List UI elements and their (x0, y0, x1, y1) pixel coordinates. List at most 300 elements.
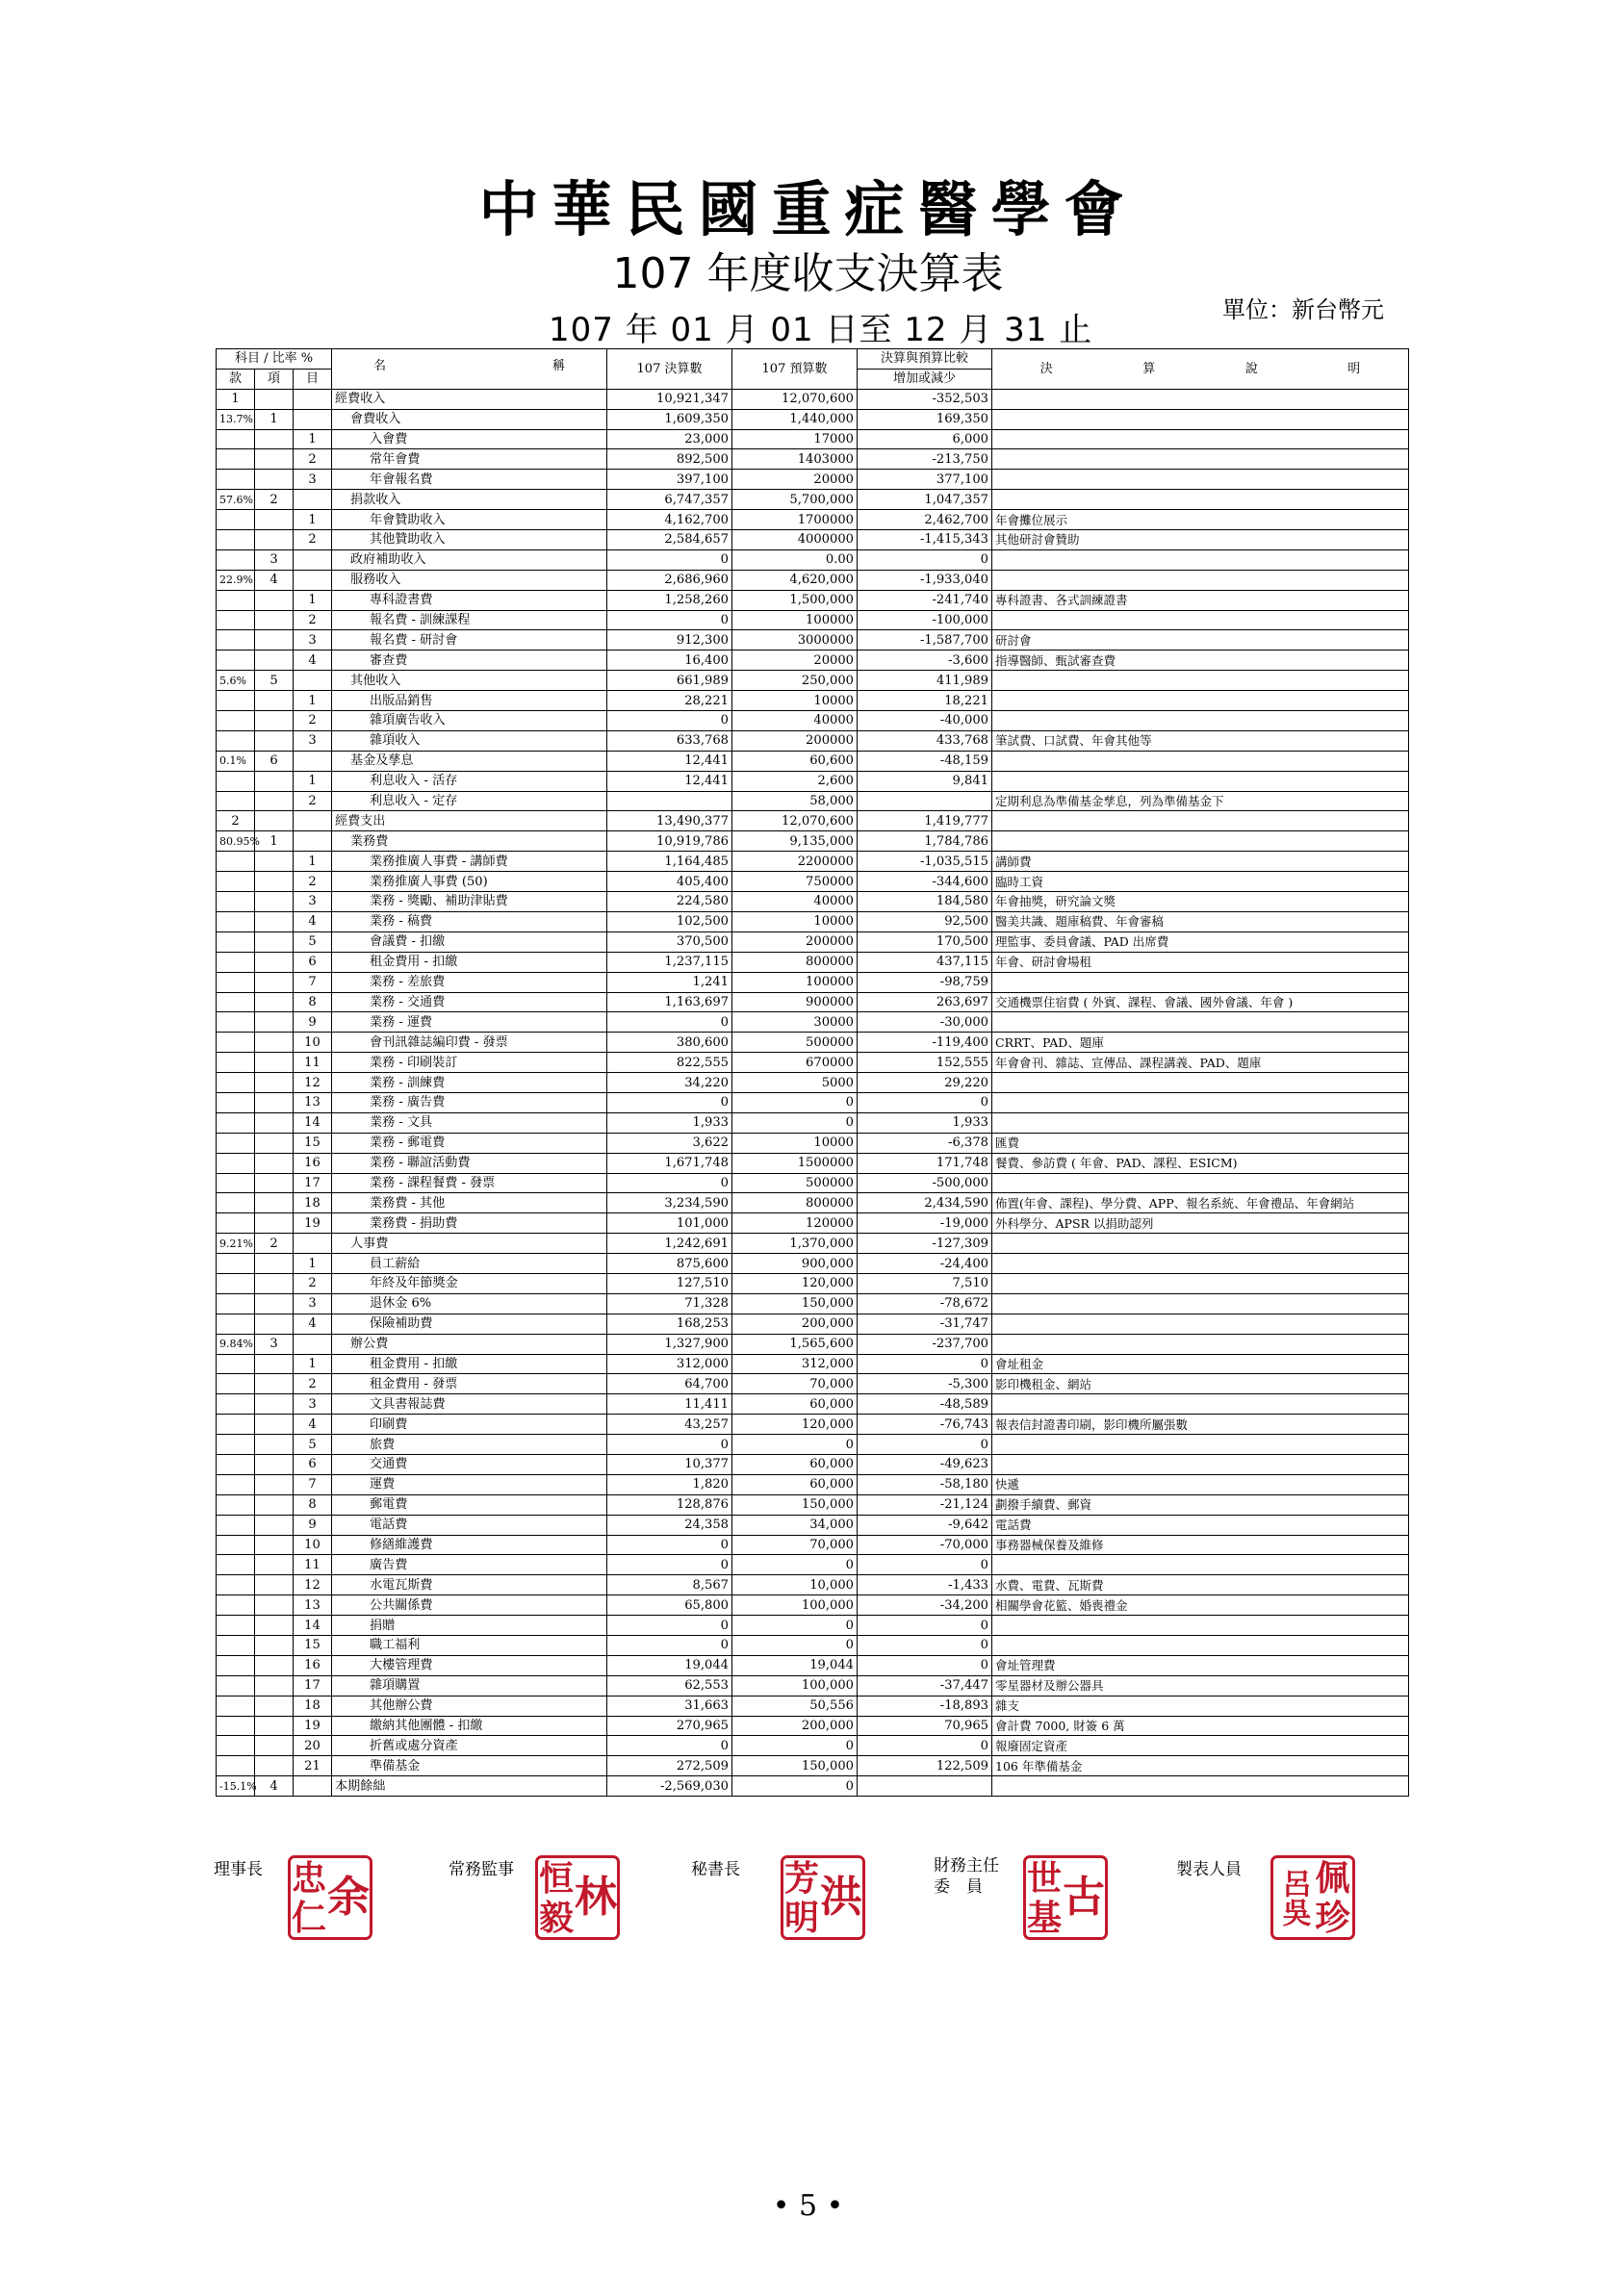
header-mu: 目 (294, 369, 332, 389)
table-row (217, 1655, 1409, 1675)
budget-amount-cell: 1,500,000 (732, 590, 858, 610)
kuan-cell (217, 1193, 255, 1213)
kuan-cell (217, 671, 255, 691)
item-name: 會刊訊雜誌編印費 - 發票 (370, 1034, 508, 1050)
difference-cell: 433,768 (858, 730, 992, 751)
kuan-cell (217, 1234, 255, 1254)
budget-amount-cell: 4,620,000 (732, 570, 858, 590)
xiang-cell (255, 510, 294, 530)
kuan-cell (217, 1354, 255, 1374)
budget-amount-cell: 4000000 (732, 530, 858, 550)
mu-cell: 21 (294, 1756, 332, 1776)
actual-amount-cell: 0 (607, 610, 732, 630)
mu-cell: 3 (294, 630, 332, 651)
item-name: 折舊或處分資產 (370, 1738, 458, 1753)
mu-cell: 8 (294, 992, 332, 1012)
actual-amount-cell (607, 791, 732, 811)
difference-cell: -119,400 (858, 1033, 992, 1053)
item-name: 經費支出 (335, 813, 386, 829)
kuan-cell: 1 (217, 389, 255, 409)
difference-cell: -1,433 (858, 1575, 992, 1595)
difference-cell: 1,047,357 (858, 490, 992, 510)
actual-amount-cell: 19,044 (607, 1655, 732, 1675)
kuan-cell (217, 449, 255, 470)
item-name-cell (332, 1213, 607, 1234)
difference-cell: 1,784,786 (858, 831, 992, 852)
difference-cell: 184,580 (858, 892, 992, 912)
budget-amount-cell: 0 (732, 1616, 858, 1636)
item-name-cell (332, 1616, 607, 1636)
signature-label: 財務主任委 員 (934, 1856, 999, 1897)
mu-cell (294, 389, 332, 409)
header-note-b: 算 (1142, 361, 1156, 376)
mu-cell: 15 (294, 1636, 332, 1656)
note-cell (992, 1273, 1409, 1293)
item-name-cell (332, 549, 607, 570)
difference-cell: -58,180 (858, 1474, 992, 1494)
difference-cell: -500,000 (858, 1173, 992, 1193)
item-name: 基金及孳息 (350, 753, 414, 769)
difference-cell: -70,000 (858, 1535, 992, 1555)
item-name-cell (332, 751, 607, 771)
actual-amount-cell: 0 (607, 711, 732, 731)
table-row (217, 771, 1409, 791)
item-name: 年會贊助收入 (370, 512, 446, 527)
difference-cell: 7,510 (858, 1273, 992, 1293)
item-name-cell (332, 570, 607, 590)
kuan-cell (217, 892, 255, 912)
header-note (992, 349, 1409, 390)
note-cell: 其他研討會贊助 (992, 530, 1409, 550)
kuan-cell (217, 429, 255, 449)
budget-amount-cell: 1,440,000 (732, 409, 858, 429)
xiang-cell (255, 1293, 294, 1314)
table-row (217, 1193, 1409, 1213)
budget-amount-cell: 0 (732, 1776, 858, 1797)
difference-cell: -21,124 (858, 1494, 992, 1515)
xiang-cell (255, 449, 294, 470)
item-name: 廣告費 (370, 1557, 408, 1572)
mu-cell: 1 (294, 429, 332, 449)
report-title: 107 年度收支決算表 (612, 249, 1004, 298)
actual-amount-cell: 16,400 (607, 651, 732, 671)
ratio-text: 57.6% (219, 493, 253, 506)
xiang-cell (255, 1415, 294, 1435)
kuan-cell (217, 490, 255, 510)
item-name: 業務推廣人事費 - 講師費 (370, 854, 508, 869)
kuan-cell (217, 1073, 255, 1093)
item-name-cell (332, 429, 607, 449)
difference-cell: 70,965 (858, 1716, 992, 1736)
budget-amount-cell: 100,000 (732, 1595, 858, 1616)
item-name-cell (332, 610, 607, 630)
kuan-cell (217, 1092, 255, 1112)
table-row (217, 1494, 1409, 1515)
item-name: 保險補助費 (370, 1316, 433, 1332)
header-note-c: 說 (1244, 361, 1258, 376)
item-name: 業務 - 差旅費 (370, 975, 446, 990)
table-row (217, 1756, 1409, 1776)
note-cell: 年會、研討會場租 (992, 952, 1409, 972)
note-cell: 快遞 (992, 1474, 1409, 1494)
xiang-cell (255, 1655, 294, 1675)
item-name-cell (332, 1354, 607, 1374)
budget-amount-cell: 900000 (732, 992, 858, 1012)
table-row (217, 952, 1409, 972)
item-name: 租金費用 - 發票 (370, 1376, 458, 1391)
item-name: 出版品銷售 (370, 693, 433, 708)
note-cell: 佈置(年會、課程)、學分費、APP、報名系統、年會禮品、年會網站 (992, 1193, 1409, 1213)
actual-amount-cell: 65,800 (607, 1595, 732, 1616)
table-row (217, 1696, 1409, 1716)
actual-amount-cell: 380,600 (607, 1033, 732, 1053)
seal-surname: 古 (1063, 1873, 1105, 1922)
difference-cell: -100,000 (858, 610, 992, 630)
table-row (217, 1555, 1409, 1575)
xiang-cell (255, 1354, 294, 1374)
budget-amount-cell: 0 (732, 1555, 858, 1575)
item-name-cell (332, 449, 607, 470)
signature-seal (1023, 1855, 1108, 1940)
header-diff: 增加或減少 (858, 369, 992, 389)
budget-amount-cell: 312,000 (732, 1354, 858, 1374)
note-cell (992, 389, 1409, 409)
mu-cell: 5 (294, 1435, 332, 1455)
item-name-cell (332, 1273, 607, 1293)
item-name-cell (332, 1073, 607, 1093)
mu-cell: 17 (294, 1173, 332, 1193)
table-row (217, 1273, 1409, 1293)
xiang-cell (255, 1193, 294, 1213)
budget-amount-cell: 12,070,600 (732, 389, 858, 409)
signature-seal (288, 1855, 372, 1940)
note-cell (992, 972, 1409, 992)
ratio-text: 80.95% (219, 834, 260, 848)
table-row (217, 1535, 1409, 1555)
xiang-cell (255, 1474, 294, 1494)
mu-cell: 7 (294, 972, 332, 992)
xiang-cell: 4 (255, 570, 294, 590)
mu-cell: 2 (294, 791, 332, 811)
xiang-cell (255, 791, 294, 811)
mu-cell: 3 (294, 892, 332, 912)
budget-amount-cell: 0 (732, 1736, 858, 1756)
difference-cell: 0 (858, 1354, 992, 1374)
budget-amount-cell: 10000 (732, 1133, 858, 1153)
budget-amount-cell: 100,000 (732, 1675, 858, 1696)
signature-label: 常務監事 (449, 1860, 514, 1879)
item-name-cell (332, 1776, 607, 1797)
budget-amount-cell: 9,135,000 (732, 831, 858, 852)
budget-amount-cell: 500000 (732, 1033, 858, 1053)
mu-cell: 11 (294, 1555, 332, 1575)
budget-amount-cell: 20000 (732, 651, 858, 671)
actual-amount-cell: 0 (607, 1173, 732, 1193)
table-row (217, 1515, 1409, 1535)
item-name-cell (332, 911, 607, 931)
item-name-cell (332, 691, 607, 711)
kuan-cell (217, 1776, 255, 1797)
table-row (217, 1334, 1409, 1354)
item-name: 職工福利 (370, 1638, 421, 1653)
item-name-cell (332, 530, 607, 550)
kuan-cell (217, 1555, 255, 1575)
table-row (217, 1213, 1409, 1234)
actual-amount-cell: 62,553 (607, 1675, 732, 1696)
xiang-cell (255, 852, 294, 872)
item-name-cell (332, 730, 607, 751)
kuan-cell (217, 1293, 255, 1314)
table-row (217, 931, 1409, 952)
kuan-cell (217, 1595, 255, 1616)
mu-cell: 1 (294, 1254, 332, 1274)
table-row (217, 510, 1409, 530)
note-cell (992, 811, 1409, 831)
budget-amount-cell: 40000 (732, 892, 858, 912)
item-name: 業務 - 聯誼活動費 (370, 1156, 471, 1171)
actual-amount-cell: 0 (607, 1012, 732, 1033)
table-row (217, 429, 1409, 449)
item-name-cell (332, 711, 607, 731)
note-cell: 報廢固定資產 (992, 1736, 1409, 1756)
table-row (217, 1394, 1409, 1415)
actual-amount-cell: 370,500 (607, 931, 732, 952)
table-row (217, 1474, 1409, 1494)
seal-surname: 余 (327, 1873, 370, 1922)
seal-char: 佩 (1315, 1857, 1350, 1899)
signature-label: 秘書長 (691, 1860, 740, 1879)
budget-amount-cell: 60,000 (732, 1394, 858, 1415)
actual-amount-cell: 633,768 (607, 730, 732, 751)
xiang-cell: 4 (255, 1776, 294, 1797)
kuan-cell (217, 1314, 255, 1334)
difference-cell: -49,623 (858, 1454, 992, 1474)
xiang-cell (255, 1736, 294, 1756)
mu-cell: 7 (294, 1474, 332, 1494)
seal-char: 世 (1026, 1857, 1062, 1899)
mu-cell (294, 1234, 332, 1254)
xiang-cell (255, 691, 294, 711)
actual-amount-cell: 397,100 (607, 470, 732, 490)
difference-cell: 1,933 (858, 1112, 992, 1133)
table-row (217, 671, 1409, 691)
xiang-cell (255, 651, 294, 671)
mu-cell (294, 490, 332, 510)
actual-amount-cell: 11,411 (607, 1394, 732, 1415)
difference-cell: -1,933,040 (858, 570, 992, 590)
table-body (217, 389, 1409, 1796)
item-name-cell (332, 931, 607, 952)
budget-amount-cell: 670000 (732, 1053, 858, 1073)
difference-cell: -48,589 (858, 1394, 992, 1415)
item-name-cell (332, 1555, 607, 1575)
kuan-cell (217, 771, 255, 791)
kuan-cell (217, 1474, 255, 1494)
mu-cell: 15 (294, 1133, 332, 1153)
actual-amount-cell: 0 (607, 1092, 732, 1112)
item-name-cell (332, 1173, 607, 1193)
note-cell: 電話費 (992, 1515, 1409, 1535)
item-name: 會費收入 (350, 412, 401, 427)
actual-amount-cell: 31,663 (607, 1696, 732, 1716)
item-name: 業務費 (350, 833, 389, 849)
note-cell: CRRT、PAD、題庫 (992, 1033, 1409, 1053)
table-row (217, 1033, 1409, 1053)
difference-cell: 0 (858, 1736, 992, 1756)
actual-amount-cell: 0 (607, 549, 732, 570)
header-budget: 107 預算數 (732, 349, 858, 390)
budget-amount-cell: 40000 (732, 711, 858, 731)
xiang-cell (255, 1435, 294, 1455)
xiang-cell (255, 1636, 294, 1656)
xiang-cell: 2 (255, 490, 294, 510)
difference-cell: -18,893 (858, 1696, 992, 1716)
budget-amount-cell: 70,000 (732, 1535, 858, 1555)
budget-amount-cell: 0.00 (732, 549, 858, 570)
kuan-cell (217, 911, 255, 931)
note-cell: 筆試費、口試費、年會其他等 (992, 730, 1409, 751)
actual-amount-cell: 2,686,960 (607, 570, 732, 590)
difference-cell: 169,350 (858, 409, 992, 429)
budget-amount-cell: 100000 (732, 610, 858, 630)
note-cell (992, 1293, 1409, 1314)
difference-cell: 1,419,777 (858, 811, 992, 831)
actual-amount-cell: 912,300 (607, 630, 732, 651)
budget-amount-cell: 60,000 (732, 1474, 858, 1494)
mu-cell: 12 (294, 1575, 332, 1595)
kuan-cell (217, 1494, 255, 1515)
item-name-cell (332, 1314, 607, 1334)
actual-amount-cell: 10,377 (607, 1454, 732, 1474)
xiang-cell (255, 1092, 294, 1112)
kuan-cell (217, 570, 255, 590)
kuan-cell (217, 1012, 255, 1033)
kuan-cell (217, 730, 255, 751)
table-row (217, 1736, 1409, 1756)
actual-amount-cell: 43,257 (607, 1415, 732, 1435)
budget-amount-cell: 1700000 (732, 510, 858, 530)
mu-cell: 2 (294, 610, 332, 630)
difference-cell: -6,378 (858, 1133, 992, 1153)
table-row (217, 549, 1409, 570)
xiang-cell (255, 972, 294, 992)
budget-amount-cell: 120000 (732, 1213, 858, 1234)
actual-amount-cell: 71,328 (607, 1293, 732, 1314)
xiang-cell (255, 1053, 294, 1073)
xiang-cell (255, 1595, 294, 1616)
difference-cell: -24,400 (858, 1254, 992, 1274)
xiang-cell (255, 931, 294, 952)
mu-cell: 1 (294, 1354, 332, 1374)
note-cell: 理監事、委員會議、PAD 出席費 (992, 931, 1409, 952)
difference-cell: -19,000 (858, 1213, 992, 1234)
item-name-cell (332, 1153, 607, 1173)
budget-amount-cell: 800000 (732, 1193, 858, 1213)
budget-amount-cell: 500000 (732, 1173, 858, 1193)
xiang-cell (255, 1213, 294, 1234)
xiang-cell (255, 1555, 294, 1575)
table-row (217, 1234, 1409, 1254)
item-name: 其他辦公費 (370, 1698, 433, 1714)
note-cell (992, 610, 1409, 630)
item-name-cell (332, 1716, 607, 1736)
item-name: 印刷費 (370, 1416, 408, 1432)
difference-cell: 0 (858, 549, 992, 570)
item-name-cell (332, 1595, 607, 1616)
actual-amount-cell: 10,919,786 (607, 831, 732, 852)
actual-amount-cell: 1,258,260 (607, 590, 732, 610)
kuan-cell (217, 1535, 255, 1555)
actual-amount-cell: 4,162,700 (607, 510, 732, 530)
mu-cell (294, 1334, 332, 1354)
table-row (217, 730, 1409, 751)
item-name-cell (332, 771, 607, 791)
note-cell: 水費、電費、瓦斯費 (992, 1575, 1409, 1595)
note-cell (992, 490, 1409, 510)
item-name: 辦公費 (350, 1337, 389, 1352)
actual-amount-cell: 0 (607, 1736, 732, 1756)
table-row (217, 1776, 1409, 1797)
item-name-cell (332, 952, 607, 972)
header-kuan: 款 (217, 369, 255, 389)
item-name: 業務 - 獎勵、補助津貼費 (370, 894, 508, 909)
budget-amount-cell: 2,600 (732, 771, 858, 791)
kuan-cell (217, 530, 255, 550)
mu-cell: 18 (294, 1696, 332, 1716)
xiang-cell (255, 470, 294, 490)
note-cell (992, 1314, 1409, 1334)
budget-amount-cell: 250,000 (732, 671, 858, 691)
header-actual: 107 決算數 (607, 349, 732, 390)
item-name: 審查費 (370, 652, 408, 668)
kuan-cell (217, 510, 255, 530)
actual-amount-cell: 64,700 (607, 1374, 732, 1394)
difference-cell: 0 (858, 1092, 992, 1112)
budget-amount-cell: 12,070,600 (732, 811, 858, 831)
xiang-cell: 1 (255, 409, 294, 429)
item-name: 會議費 - 扣繳 (370, 934, 446, 950)
item-name: 業務費 - 捐助費 (370, 1215, 458, 1231)
item-name: 業務 - 訓練費 (370, 1075, 446, 1090)
item-name: 雜項廣告收入 (370, 713, 446, 728)
actual-amount-cell: 1,933 (607, 1112, 732, 1133)
kuan-cell (217, 1334, 255, 1354)
mu-cell (294, 831, 332, 852)
actual-amount-cell: 128,876 (607, 1494, 732, 1515)
difference-cell: 263,697 (858, 992, 992, 1012)
difference-cell: 18,221 (858, 691, 992, 711)
difference-cell (858, 1776, 992, 1797)
table-row (217, 1454, 1409, 1474)
note-cell (992, 1435, 1409, 1455)
xiang-cell (255, 952, 294, 972)
xiang-cell (255, 771, 294, 791)
budget-amount-cell: 50,556 (732, 1696, 858, 1716)
kuan-cell (217, 590, 255, 610)
xiang-cell (255, 992, 294, 1012)
budget-amount-cell: 3000000 (732, 630, 858, 651)
xiang-cell (255, 892, 294, 912)
item-name: 業務推廣人事費 (50) (370, 874, 488, 889)
table-row (217, 992, 1409, 1012)
xiang-cell (255, 530, 294, 550)
xiang-cell (255, 1616, 294, 1636)
note-cell: 年會攤位展示 (992, 510, 1409, 530)
budget-amount-cell: 0 (732, 1435, 858, 1455)
budget-amount-cell: 900,000 (732, 1254, 858, 1274)
kuan-cell (217, 1173, 255, 1193)
kuan-cell (217, 751, 255, 771)
